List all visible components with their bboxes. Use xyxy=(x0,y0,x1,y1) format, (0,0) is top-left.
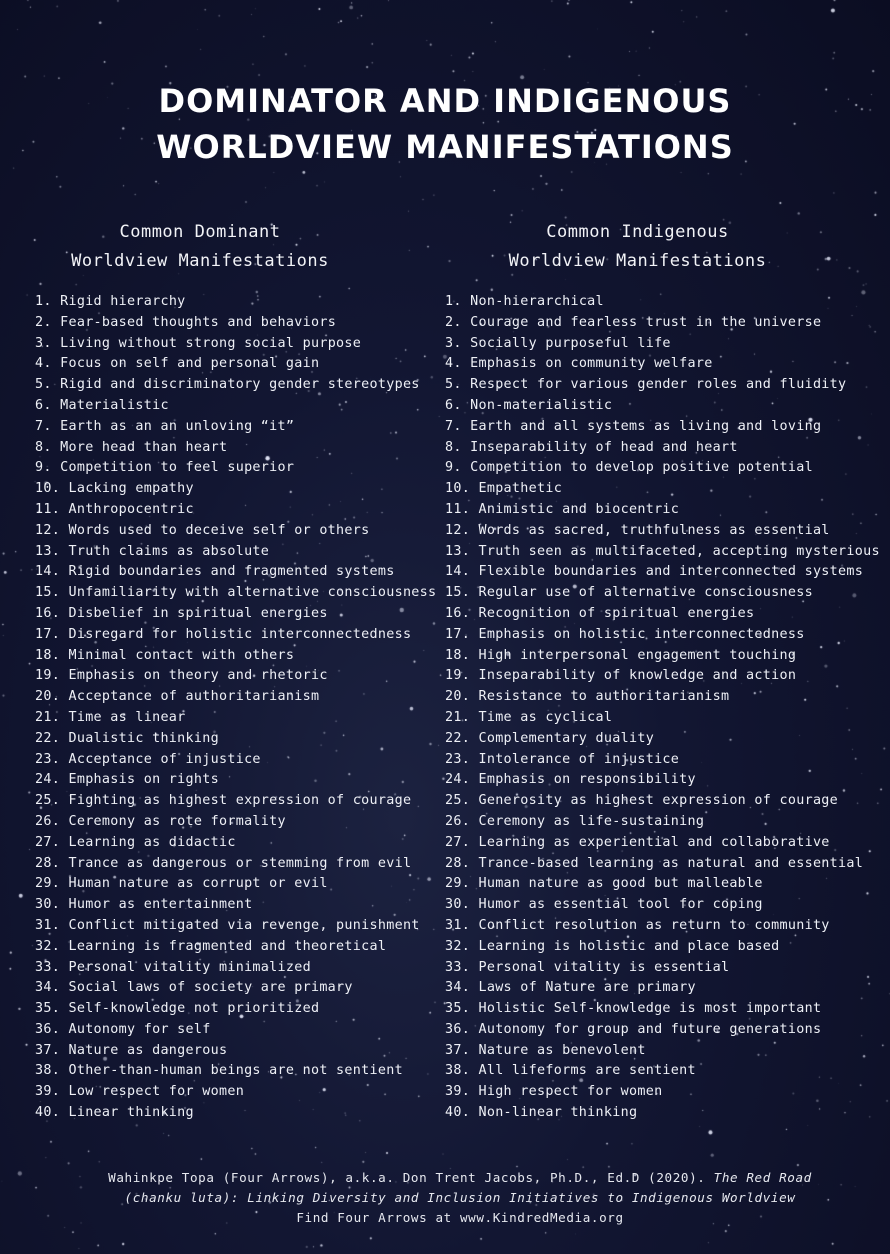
dominant-item-text: Time as linear xyxy=(68,709,186,725)
citation xyxy=(0,1168,890,1228)
indigenous-item-9 xyxy=(445,458,885,479)
dominant-item-1 xyxy=(35,292,435,313)
indigenous-item-4 xyxy=(445,354,885,375)
dominant-item-number: 26. xyxy=(35,813,61,829)
indigenous-item-text: Non-linear thinking xyxy=(478,1105,638,1121)
dominant-item-6 xyxy=(35,396,435,417)
indigenous-item-21 xyxy=(445,708,885,729)
dominant-item-text: Fear-based thoughts and behaviors xyxy=(60,314,337,330)
indigenous-item-38 xyxy=(445,1061,885,1082)
indigenous-item-number: 37. xyxy=(445,1042,471,1058)
dominant-item-17 xyxy=(35,625,435,646)
dominant-item-number: 35. xyxy=(35,1001,61,1017)
dominant-item-19 xyxy=(35,666,435,687)
indigenous-heading-line-1: Common Indigenous xyxy=(546,222,729,242)
indigenous-item-29 xyxy=(445,874,885,895)
indigenous-item-number: 19. xyxy=(445,668,471,684)
indigenous-item-text: Regular use of alternative consciousness xyxy=(478,585,813,601)
indigenous-item-text: Socially purposeful life xyxy=(470,335,671,351)
indigenous-item-number: 38. xyxy=(445,1063,471,1079)
indigenous-item-number: 31. xyxy=(445,917,471,933)
indigenous-item-number: 4. xyxy=(445,356,462,372)
indigenous-item-23 xyxy=(445,750,885,771)
indigenous-item-39 xyxy=(445,1082,885,1103)
indigenous-item-6 xyxy=(445,396,885,417)
dominant-item-number: 27. xyxy=(35,834,61,850)
dominant-item-number: 33. xyxy=(35,959,61,975)
indigenous-item-25 xyxy=(445,791,885,812)
dominant-item-text: Other-than-human beings are not sentient xyxy=(68,1063,403,1079)
indigenous-item-text: Humor as essential tool for coping xyxy=(478,897,763,913)
indigenous-item-27 xyxy=(445,833,885,854)
indigenous-item-number: 9. xyxy=(445,460,462,476)
dominant-item-21 xyxy=(35,708,435,729)
dominant-item-number: 2. xyxy=(35,314,52,330)
dominant-item-number: 21. xyxy=(35,709,61,725)
dominant-item-35 xyxy=(35,999,435,1020)
indigenous-item-number: 30. xyxy=(445,897,471,913)
indigenous-item-number: 25. xyxy=(445,793,471,809)
dominant-item-18 xyxy=(35,646,435,667)
dominant-item-5 xyxy=(35,375,435,396)
dominant-item-text: Lacking empathy xyxy=(68,481,194,497)
indigenous-item-16 xyxy=(445,604,885,625)
citation-book-title-part-2: (chanku luta): Linking Diversity and Inclusion Initiatives to Indigenous Worldview xyxy=(124,1190,796,1205)
dominant-item-text: Competition to feel superior xyxy=(60,460,295,476)
dominant-item-9 xyxy=(35,458,435,479)
dominant-item-number: 32. xyxy=(35,938,61,954)
indigenous-item-text: Laws of Nature are primary xyxy=(478,980,696,996)
indigenous-item-text: Emphasis on holistic interconnectedness xyxy=(478,626,805,642)
indigenous-item-text: Non-hierarchical xyxy=(470,294,604,309)
dominant-item-text: Unfamiliarity with alternative consciousness xyxy=(68,585,437,601)
dominant-item-text: More head than heart xyxy=(60,439,228,455)
indigenous-item-5 xyxy=(445,375,885,396)
dominant-item-text: Living without strong social purpose xyxy=(60,335,362,351)
indigenous-item-number: 39. xyxy=(445,1084,471,1100)
indigenous-item-text: Competition to develop positive potential xyxy=(470,460,813,476)
dominant-item-text: Autonomy for self xyxy=(68,1021,211,1037)
page-title xyxy=(0,78,890,170)
indigenous-item-text: Autonomy for group and future generations xyxy=(478,1021,822,1037)
indigenous-item-number: 27. xyxy=(445,834,471,850)
indigenous-item-text: Truth seen as multifaceted, accepting mysterious xyxy=(478,543,880,559)
dominant-item-number: 5. xyxy=(35,377,52,393)
dominant-item-text: Ceremony as rote formality xyxy=(68,813,286,829)
citation-find-line: Find Four Arrows at www.KindredMedia.org xyxy=(296,1210,624,1225)
dominant-item-number: 8. xyxy=(35,439,52,455)
indigenous-item-number: 22. xyxy=(445,730,471,746)
dominant-item-number: 3. xyxy=(35,335,52,351)
dominant-item-26 xyxy=(35,812,435,833)
dominant-item-4 xyxy=(35,354,435,375)
indigenous-item-text: All lifeforms are sentient xyxy=(478,1063,696,1079)
dominant-item-text: Acceptance of injustice xyxy=(68,751,261,767)
indigenous-item-17 xyxy=(445,625,885,646)
dominant-item-number: 15. xyxy=(35,585,61,601)
dominant-item-text: Learning is fragmented and theoretical xyxy=(68,938,387,954)
dominant-item-number: 29. xyxy=(35,876,61,892)
indigenous-item-number: 7. xyxy=(445,418,462,434)
dominant-item-number: 1. xyxy=(35,294,52,309)
dominant-item-text: Focus on self and personal gain xyxy=(60,356,320,372)
dominant-item-text: Linear thinking xyxy=(68,1105,194,1121)
dominant-item-text: Acceptance of authoritarianism xyxy=(68,689,320,705)
indigenous-item-number: 35. xyxy=(445,1001,471,1017)
dominant-item-25 xyxy=(35,791,435,812)
dominant-item-number: 17. xyxy=(35,626,61,642)
dominant-item-number: 23. xyxy=(35,751,61,767)
indigenous-item-3 xyxy=(445,334,885,355)
dominant-item-31 xyxy=(35,916,435,937)
dominant-item-text: Emphasis on rights xyxy=(68,772,219,788)
dominant-item-text: Materialistic xyxy=(60,397,169,413)
dominant-item-number: 4. xyxy=(35,356,52,372)
dominant-item-text: Social laws of society are primary xyxy=(68,980,353,996)
indigenous-item-number: 15. xyxy=(445,585,471,601)
indigenous-item-8 xyxy=(445,438,885,459)
indigenous-item-number: 29. xyxy=(445,876,471,892)
dominant-item-number: 22. xyxy=(35,730,61,746)
indigenous-item-text: Human nature as good but malleable xyxy=(478,876,763,892)
indigenous-item-20 xyxy=(445,687,885,708)
dominant-item-text: Conflict mitigated via revenge, punishment xyxy=(68,917,420,933)
dominant-item-number: 14. xyxy=(35,564,61,580)
dominant-item-36 xyxy=(35,1020,435,1041)
dominant-item-number: 30. xyxy=(35,897,61,913)
indigenous-item-text: Conflict resolution as return to community xyxy=(478,917,830,933)
dominant-item-text: Low respect for women xyxy=(68,1084,245,1100)
indigenous-item-number: 8. xyxy=(445,439,462,455)
dominant-item-text: Trance as dangerous or stemming from evil xyxy=(68,855,412,871)
indigenous-item-30 xyxy=(445,895,885,916)
indigenous-item-text: Resistance to authoritarianism xyxy=(478,689,730,705)
dominant-item-text: Rigid and discriminatory gender stereotypes xyxy=(60,377,420,393)
indigenous-item-number: 11. xyxy=(445,501,471,517)
indigenous-item-number: 12. xyxy=(445,522,471,538)
dominant-item-3 xyxy=(35,334,435,355)
dominant-item-16 xyxy=(35,604,435,625)
indigenous-item-number: 2. xyxy=(445,314,462,330)
dominant-item-2 xyxy=(35,313,435,334)
dominant-item-15 xyxy=(35,583,435,604)
indigenous-item-number: 10. xyxy=(445,481,471,497)
indigenous-item-text: Complementary duality xyxy=(478,730,655,746)
dominant-item-13 xyxy=(35,542,435,563)
dominant-item-7 xyxy=(35,417,435,438)
dominant-item-23 xyxy=(35,750,435,771)
dominant-item-number: 7. xyxy=(35,418,52,434)
indigenous-item-text: Empathetic xyxy=(478,481,563,497)
dominant-item-text: Minimal contact with others xyxy=(68,647,295,663)
dominant-item-text: Disbelief in spiritual energies xyxy=(68,605,328,621)
citation-book-title-part-1: The Red Road xyxy=(713,1170,812,1185)
indigenous-item-33 xyxy=(445,958,885,979)
dominant-item-38 xyxy=(35,1061,435,1082)
dominant-item-text: Disregard for holistic interconnectedness xyxy=(68,626,412,642)
dominant-item-number: 10. xyxy=(35,481,61,497)
dominant-item-27 xyxy=(35,833,435,854)
indigenous-item-text: Personal vitality is essential xyxy=(478,959,730,975)
indigenous-item-number: 40. xyxy=(445,1105,471,1121)
indigenous-item-text: Emphasis on community welfare xyxy=(470,356,713,372)
dominant-item-22 xyxy=(35,729,435,750)
indigenous-item-text: Inseparability of knowledge and action xyxy=(478,668,797,684)
dominant-item-number: 31. xyxy=(35,917,61,933)
indigenous-item-text: Intolerance of injustice xyxy=(478,751,680,767)
indigenous-item-number: 5. xyxy=(445,377,462,393)
dominant-item-text: Words used to deceive self or others xyxy=(68,522,370,538)
dominant-item-text: Humor as entertainment xyxy=(68,897,253,913)
dominant-item-number: 39. xyxy=(35,1084,61,1100)
dominant-item-number: 24. xyxy=(35,772,61,788)
dominant-item-text: Personal vitality minimalized xyxy=(68,959,311,975)
dominant-item-text: Truth claims as absolute xyxy=(68,543,270,559)
indigenous-item-26 xyxy=(445,812,885,833)
dominant-item-12 xyxy=(35,521,435,542)
dominant-list xyxy=(35,292,435,1124)
indigenous-heading-line-2: Worldview Manifestations xyxy=(508,251,767,271)
indigenous-item-text: Time as cyclical xyxy=(478,709,613,725)
title-line-1: DOMINATOR AND INDIGENOUS xyxy=(158,82,732,120)
indigenous-item-text: High respect for women xyxy=(478,1084,663,1100)
dominant-item-text: Earth as an an unloving “it” xyxy=(60,418,295,434)
indigenous-item-28 xyxy=(445,854,885,875)
indigenous-item-text: Learning as experiential and collaborative xyxy=(478,834,830,850)
indigenous-item-18 xyxy=(445,646,885,667)
dominant-item-number: 18. xyxy=(35,647,61,663)
dominant-item-text: Dualistic thinking xyxy=(68,730,219,746)
dominant-item-number: 13. xyxy=(35,543,61,559)
dominant-item-28 xyxy=(35,854,435,875)
dominant-item-number: 38. xyxy=(35,1063,61,1079)
dominant-item-number: 6. xyxy=(35,397,52,413)
indigenous-item-text: Generosity as highest expression of courage xyxy=(478,793,839,809)
indigenous-item-number: 13. xyxy=(445,543,471,559)
indigenous-item-number: 17. xyxy=(445,626,471,642)
dominant-item-number: 11. xyxy=(35,501,61,517)
dominant-item-32 xyxy=(35,937,435,958)
indigenous-list xyxy=(445,292,885,1124)
dominant-item-number: 25. xyxy=(35,793,61,809)
indigenous-item-11 xyxy=(445,500,885,521)
indigenous-item-text: High interpersonal engagement touching xyxy=(478,647,797,663)
dominant-item-number: 20. xyxy=(35,689,61,705)
indigenous-item-number: 21. xyxy=(445,709,471,725)
dominant-item-text: Emphasis on theory and rhetoric xyxy=(68,668,328,684)
indigenous-item-number: 3. xyxy=(445,335,462,351)
indigenous-item-35 xyxy=(445,999,885,1020)
indigenous-item-text: Courage and fearless trust in the universe xyxy=(470,314,822,330)
indigenous-item-text: Learning is holistic and place based xyxy=(478,938,780,954)
indigenous-item-number: 32. xyxy=(445,938,471,954)
indigenous-item-number: 28. xyxy=(445,855,471,871)
indigenous-item-40 xyxy=(445,1103,885,1124)
dominant-item-29 xyxy=(35,874,435,895)
dominant-heading-line-1: Common Dominant xyxy=(119,222,281,242)
indigenous-item-number: 14. xyxy=(445,564,471,580)
indigenous-item-2 xyxy=(445,313,885,334)
indigenous-item-text: Holistic Self-knowledge is most important xyxy=(478,1001,822,1017)
indigenous-item-1 xyxy=(445,292,885,313)
dominant-item-24 xyxy=(35,770,435,791)
citation-line-1 xyxy=(0,1168,890,1188)
dominant-item-text: Learning as didactic xyxy=(68,834,236,850)
indigenous-item-19 xyxy=(445,666,885,687)
dominant-item-number: 19. xyxy=(35,668,61,684)
indigenous-item-number: 26. xyxy=(445,813,471,829)
dominant-item-34 xyxy=(35,978,435,999)
dominant-item-33 xyxy=(35,958,435,979)
dominant-item-number: 40. xyxy=(35,1105,61,1121)
indigenous-item-15 xyxy=(445,583,885,604)
indigenous-item-text: Animistic and biocentric xyxy=(478,501,680,517)
dominant-item-37 xyxy=(35,1041,435,1062)
indigenous-item-text: Words as sacred, truthfulness as essential xyxy=(478,522,830,538)
indigenous-item-text: Non-materialistic xyxy=(470,397,613,413)
dominant-item-text: Nature as dangerous xyxy=(68,1042,228,1058)
dominant-column-heading xyxy=(20,218,380,276)
dominant-item-number: 34. xyxy=(35,980,61,996)
indigenous-item-text: Flexible boundaries and interconnected systems xyxy=(478,564,864,580)
dominant-item-8 xyxy=(35,438,435,459)
indigenous-item-31 xyxy=(445,916,885,937)
dominant-item-text: Anthropocentric xyxy=(68,501,194,517)
indigenous-item-32 xyxy=(445,937,885,958)
dominant-item-20 xyxy=(35,687,435,708)
indigenous-item-text: Earth and all systems as living and loving xyxy=(470,418,822,434)
indigenous-item-22 xyxy=(445,729,885,750)
indigenous-column-heading xyxy=(455,218,820,276)
indigenous-item-text: Ceremony as life-sustaining xyxy=(478,813,705,829)
indigenous-item-13 xyxy=(445,542,885,563)
dominant-item-number: 12. xyxy=(35,522,61,538)
dominant-heading-line-2: Worldview Manifestations xyxy=(71,251,329,271)
indigenous-item-number: 6. xyxy=(445,397,462,413)
dominant-item-39 xyxy=(35,1082,435,1103)
indigenous-item-text: Trance-based learning as natural and essential xyxy=(478,855,864,871)
indigenous-item-37 xyxy=(445,1041,885,1062)
dominant-item-10 xyxy=(35,479,435,500)
dominant-item-text: Rigid boundaries and fragmented systems xyxy=(68,564,395,580)
dominant-item-number: 16. xyxy=(35,605,61,621)
indigenous-item-number: 34. xyxy=(445,980,471,996)
indigenous-item-number: 24. xyxy=(445,772,471,788)
indigenous-item-36 xyxy=(445,1020,885,1041)
indigenous-item-text: Inseparability of head and heart xyxy=(470,439,738,455)
dominant-item-number: 37. xyxy=(35,1042,61,1058)
indigenous-item-number: 18. xyxy=(445,647,471,663)
dominant-item-number: 28. xyxy=(35,855,61,871)
indigenous-item-number: 16. xyxy=(445,605,471,621)
dominant-item-number: 36. xyxy=(35,1021,61,1037)
dominant-item-text: Fighting as highest expression of courage xyxy=(68,793,412,809)
indigenous-item-number: 1. xyxy=(445,294,462,309)
dominant-item-number: 9. xyxy=(35,460,52,476)
dominant-item-40 xyxy=(35,1103,435,1124)
indigenous-item-text: Respect for various gender roles and fluidity xyxy=(470,377,847,393)
dominant-item-text: Self-knowledge not prioritized xyxy=(68,1001,320,1017)
indigenous-item-34 xyxy=(445,978,885,999)
indigenous-item-number: 23. xyxy=(445,751,471,767)
dominant-item-11 xyxy=(35,500,435,521)
indigenous-item-24 xyxy=(445,770,885,791)
indigenous-item-text: Recognition of spiritual energies xyxy=(478,605,755,621)
indigenous-item-7 xyxy=(445,417,885,438)
indigenous-item-text: Nature as benevolent xyxy=(478,1042,646,1058)
indigenous-item-14 xyxy=(445,562,885,583)
indigenous-item-number: 20. xyxy=(445,689,471,705)
indigenous-item-number: 33. xyxy=(445,959,471,975)
dominant-item-text: Human nature as corrupt or evil xyxy=(68,876,328,892)
citation-author: Wahinkpe Topa (Four Arrows), a.k.a. Don Trent Jacobs, Ph.D., Ed.D (2020). xyxy=(108,1170,706,1185)
title-line-2: WORLDVIEW MANIFESTATIONS xyxy=(156,128,734,166)
dominant-item-14 xyxy=(35,562,435,583)
indigenous-item-10 xyxy=(445,479,885,500)
indigenous-item-number: 36. xyxy=(445,1021,471,1037)
dominant-item-text: Rigid hierarchy xyxy=(60,294,186,309)
indigenous-item-12 xyxy=(445,521,885,542)
dominant-item-30 xyxy=(35,895,435,916)
indigenous-item-text: Emphasis on responsibility xyxy=(478,772,696,788)
